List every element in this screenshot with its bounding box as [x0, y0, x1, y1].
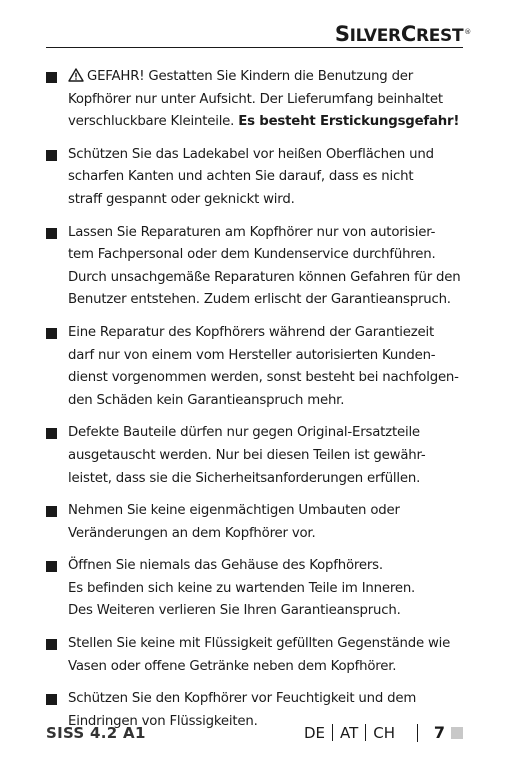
list-item — [46, 322, 466, 412]
brand-logo: SILVERCREST® — [334, 22, 471, 46]
bullet-square — [46, 428, 57, 439]
item-text-line: Lassen Sie Reparaturen am Kopfhörer nur von autorisier- — [68, 224, 436, 240]
item-text-line: Vasen oder offene Getränke neben dem Kopfhörer. — [68, 658, 397, 674]
item-text-line: straff gespannt oder geknickt wird. — [68, 191, 295, 207]
safety-instructions-list — [46, 66, 466, 743]
item-text-line: Benutzer entstehen. Zudem erlischt der Garantieanspruch. — [68, 292, 451, 308]
item-text-line: scharfen Kanten und achten Sie darauf, dass es nicht — [68, 169, 414, 185]
bullet-square — [46, 506, 57, 517]
item-text-line: darf nur von einem vom Hersteller autorisierten Kunden- — [68, 347, 436, 363]
item-text-line: dienst vorgenommen werden, sonst besteht bei nachfolgen- — [68, 370, 459, 386]
item-text-line: Kopfhörer nur unter Aufsicht. Der Lieferumfang beinhaltet — [68, 91, 443, 107]
bullet-square — [46, 150, 57, 161]
item-text-line: tem Fachpersonal oder dem Kundenservice durchführen. — [68, 247, 436, 263]
list-item — [46, 144, 466, 212]
page-footer — [46, 722, 463, 744]
warning-emphasis: Es besteht Erstickungsgefahr! — [238, 114, 460, 130]
item-text-line: Öffnen Sie niemals das Gehäuse des Kopfhörers. — [68, 558, 383, 574]
item-text-line: verschluckbare Kleinteile. — [68, 114, 235, 130]
header-divider — [46, 47, 463, 48]
list-item — [46, 222, 466, 312]
item-text-line: Des Weiteren verlieren Sie Ihren Garantieanspruch. — [68, 603, 401, 619]
item-text-line: Eindringen von Flüssigkeiten. — [68, 713, 258, 729]
model-number: SISS 4.2 A1 — [46, 724, 146, 742]
item-text-line: Schützen Sie das Ladekabel vor heißen Oberflächen und — [68, 146, 434, 162]
item-text-line: Veränderungen an dem Kopfhörer vor. — [68, 525, 316, 541]
lang-de: DE — [303, 724, 325, 742]
item-text-line: leistet, dass sie die Sicherheitsanforderungen erfüllen. — [68, 470, 421, 486]
item-text-line: Stellen Sie keine mit Flüssigkeit gefüllten Gegenstände wie — [68, 636, 451, 652]
language-codes — [304, 722, 395, 744]
list-item — [46, 66, 466, 134]
bullet-square — [46, 694, 57, 705]
lang-ch: CH — [373, 724, 395, 742]
warning-triangle-icon — [68, 68, 84, 82]
item-text-line: Nehmen Sie keine eigenmächtigen Umbauten oder — [68, 503, 400, 519]
page-number-separator — [417, 724, 418, 742]
list-item — [46, 555, 466, 623]
page-marker-square — [451, 727, 463, 739]
list-item — [46, 422, 466, 490]
item-text-line: GEFAHR! Gestatten Sie Kindern die Benutzung der — [87, 69, 414, 84]
list-item — [46, 500, 466, 545]
bullet-square — [46, 228, 57, 239]
lang-at: AT — [339, 724, 359, 742]
item-text-line: Durch unsachgemäße Reparaturen können Gefahren für den — [68, 269, 461, 285]
item-text-line: ausgetauscht werden. Nur bei diesen Teilen ist gewähr- — [68, 447, 426, 463]
bullet-square — [46, 561, 57, 572]
item-text-line: den Schäden kein Garantieanspruch mehr. — [68, 392, 345, 408]
item-text-line: Eine Reparatur des Kopfhörers während der Garantiezeit — [68, 324, 434, 340]
item-text-line: Defekte Bauteile dürfen nur gegen Original-Ersatzteile — [68, 425, 420, 441]
lang-separator — [332, 724, 333, 741]
list-item — [46, 633, 466, 678]
bullet-square — [46, 72, 57, 83]
bullet-square — [46, 639, 57, 650]
page-number: 7 — [433, 723, 445, 742]
item-text-line: Schützen Sie den Kopfhörer vor Feuchtigkeit und dem — [68, 691, 417, 707]
item-text-line: Es befinden sich keine zu wartenden Teile im Inneren. — [68, 580, 416, 596]
bullet-square — [46, 328, 57, 339]
lang-separator — [365, 724, 366, 741]
